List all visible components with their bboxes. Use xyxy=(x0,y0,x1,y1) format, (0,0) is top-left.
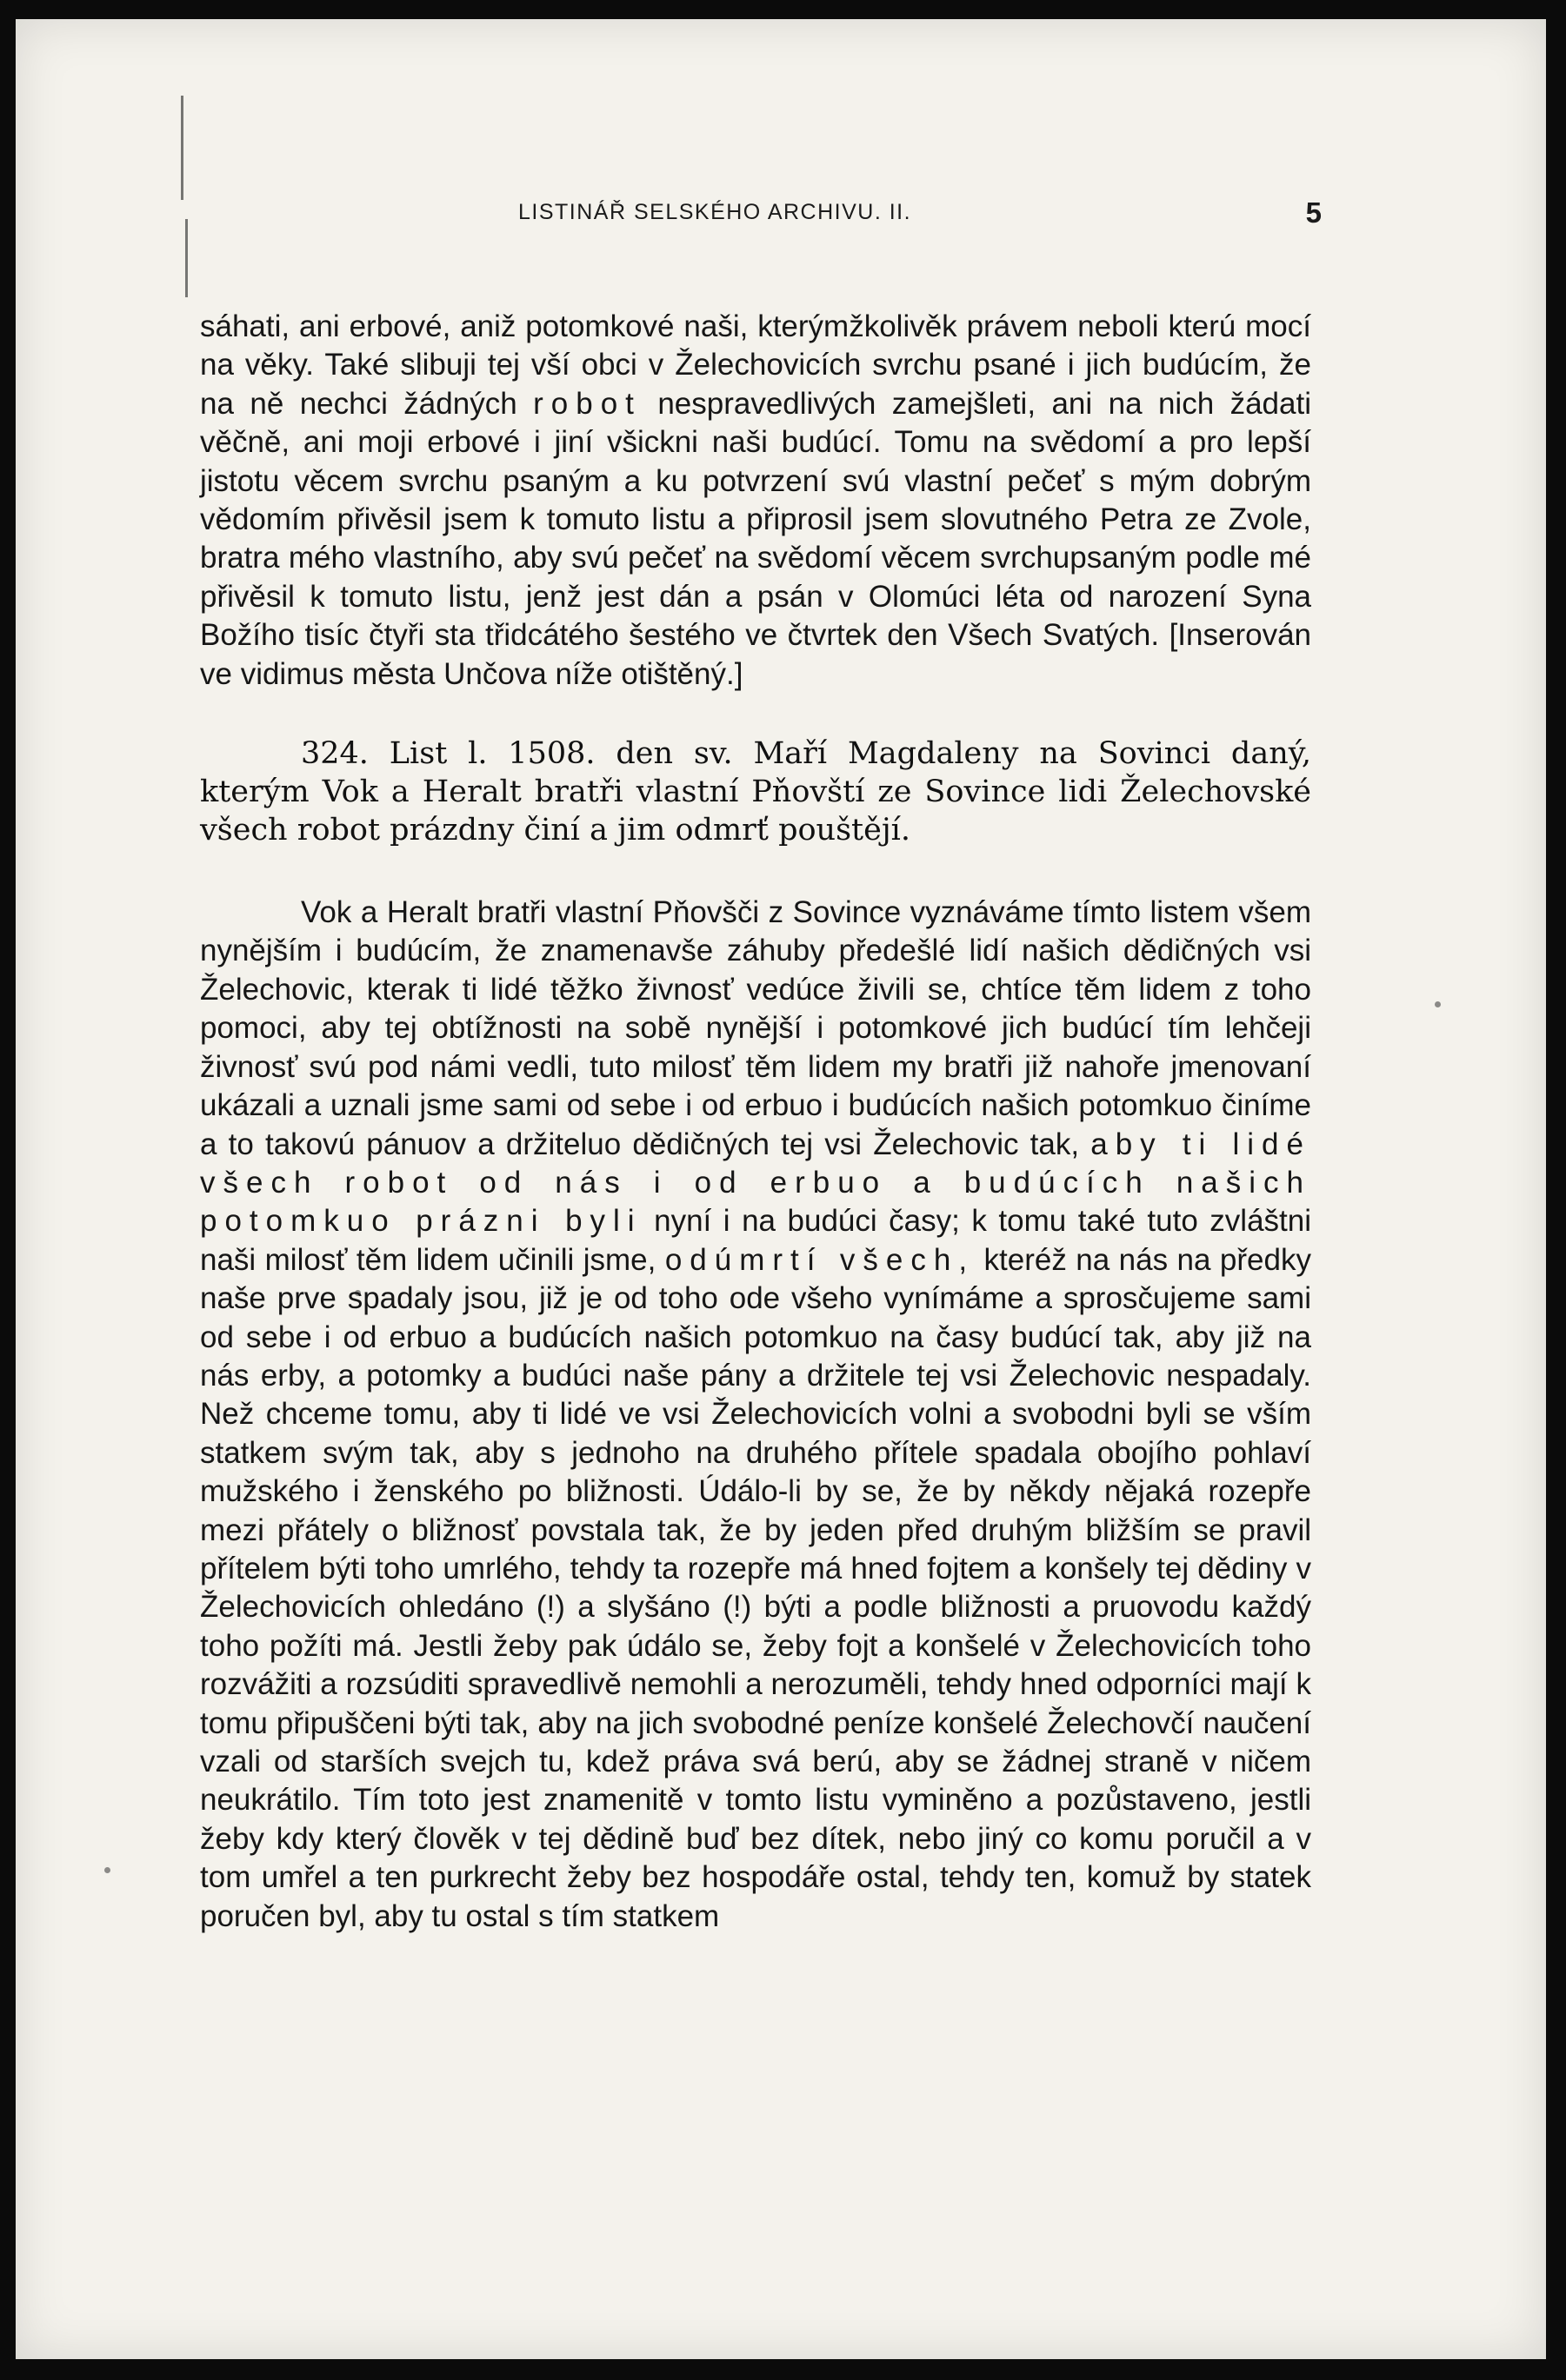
margin-pencil-mark xyxy=(181,96,183,200)
document-heading: 324. List l. 1508. den sv. Maří Magdaleny na Sovinci daný, kterým Vok a Heralt bratři vlastní Pňovští ze Sovince lidi Želechovské všech robot prázdny činí a jim odmrť pouštějí. xyxy=(200,736,1311,848)
page-number: 5 xyxy=(1305,196,1322,229)
paragraph-charter xyxy=(200,894,1311,1936)
spaced-emphasis: odúmrtí všech, xyxy=(664,1242,976,1277)
paragraph-continuation xyxy=(200,308,1311,694)
spaced-emphasis: robot xyxy=(533,386,642,421)
page-header xyxy=(16,196,1546,235)
paragraph-text: nyní i na budúci časy; k tomu také tuto zvláštni naši milosť těm lidem učinili jsme, xyxy=(200,1204,1312,1277)
spaced-emphasis: aby ti lidé všech robot od nás i od erbuo a budúcích našich potomkuo prázni byli xyxy=(200,1127,1311,1239)
ink-speck xyxy=(104,1867,110,1873)
page-body xyxy=(200,308,1311,1936)
book-page xyxy=(16,19,1546,2359)
paragraph-text: kteréž na nás na předky naše prve spadaly jsou, již je od toho ode všeho vynímáme a sprosčujeme sami od sebe i od erbuo a budúcích našich potomkuo na časy budúcí tak, aby již na nás erby, a potomky a budúci naše pány a držitele tej vsi Želechovic nespadaly. Než chceme tomu, aby ti lidé ve vsi Želechovicích volni a svobodni byli se vším statkem svým tak, aby s jednoho na druhého přítele spadala obojího pohlaví mužského i ženského po bližnosti. Údálo-li by se, že by někdy nějaká rozepře mezi přátely o bližnosť povstala tak, že by jeden před druhým bližším se pravil přítelem býti toho umrlého, tehdy ta rozepře má hned fojtem a konšely tej dědiny v Želechovicích ohledáno (!) a slyšáno (!) býti a podle bližnosti a pruovodu každý toho požíti má. Jestli žeby pak údálo se, žeby fojt a konšelé v Želechovicích toho rozvážiti a rozsúditi spravedlivě nemohli a nerozuměli, tehdy hned odporníci mají k tomu připuščeni býti tak, aby na jich svobodné peníze konšelé Želechovčí naučení vzali od starších svejch tu, kdež práva svá berú, aby se žádnej straně v ničem neukrátilo. Tím toto jest znamenitě v tomto listu vyminěno a pozůstaveno, jestli žeby kdy který člověk v tej dědině buď bez dítek, nebo jiný co komu poručil a v tom umřel a ten purkrecht žeby bez hospodáře ostal, tehdy ten, komuž by statek poručen byl, aby tu ostal s tím statkem xyxy=(200,1242,1311,1933)
paragraph-text: nespravedlivých zamejšleti, ani na nich žádati věčně, ani moji erbové i jiní všickni naši budúcí. Tomu na svědomí a pro lepší jistotu věcem svrchu psaným a ku potvrzení svú vlastní pečeť s mým dobrým vědomím přivěsil jsem k tomuto listu a připrosil jsem slovutného Petra ze Zvole, bratra mého vlastního, aby svú pečeť na svědomí věcem svrchupsaným podle mé přivěsil k tomuto listu, jenž jest dán a psán v Olomúci léta od narození Syna Božího tisíc čtyři sta třidcátého šestého ve čtvrtek den Všech Svatých. [Inserován ve vidimus města Unčova níže otištěný.] xyxy=(200,386,1311,691)
paragraph-text: Vok a Heralt bratři vlastní Pňovšči z Sovince vyznáváme tímto listem všem nynějším i budúcím, že znamenavše záhuby předešlé lidí našich dědičných vsi Želechovic, kterak ti lidé těžko živnosť vedúce živili se, chtíce těm lidem z toho pomoci, aby tej obtížnosti na sobě nynější i potomkové jich budúcí tím lehčeji živnosť svú pod námi vedli, tuto milosť těm lidem my bratři již nahoře jmenovaní ukázali a uznali jsme sami od sebe i od erbuo i budúcích našich potomkuo činíme a to takovú pánuov a držiteluo dědičných tej vsi Želechovic tak, xyxy=(200,895,1311,1161)
paragraph-text: sáhati, ani erbové, aniž potomkové naši, kterýmžkolivěk právem neboli kterú mocí na věky. Také slibuji tej vší obci v Želechovicích svrchu psané i jich budúcím, že na ně nechci žádných xyxy=(200,309,1311,421)
ink-speck xyxy=(1435,1001,1441,1007)
running-title: LISTINÁŘ SELSKÉHO ARCHIVU. II. xyxy=(518,200,912,224)
